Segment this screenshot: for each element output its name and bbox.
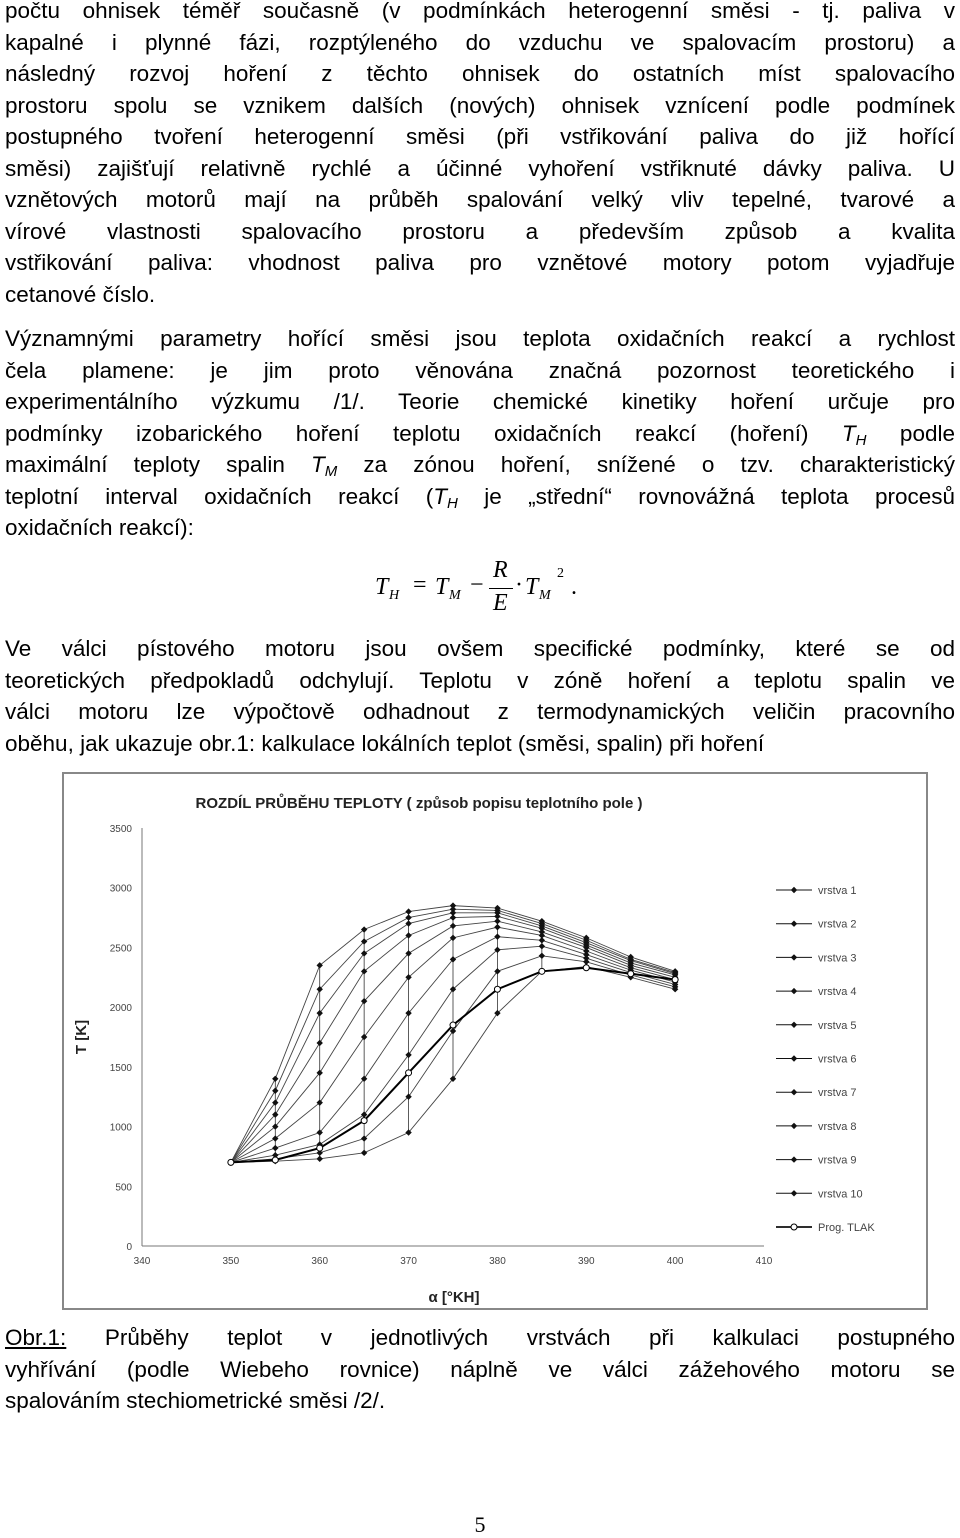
x-tick-label: 390 xyxy=(577,1256,595,1267)
data-point xyxy=(494,933,500,939)
data-point xyxy=(450,914,456,920)
data-point xyxy=(272,1099,278,1105)
eq-t2: T xyxy=(525,574,539,600)
data-point xyxy=(405,908,411,914)
x-tick-label: 360 xyxy=(311,1256,329,1267)
legend-marker xyxy=(791,954,797,960)
y-tick-label: 3500 xyxy=(109,824,132,835)
eq-exponent: 2 xyxy=(557,566,564,581)
data-point xyxy=(539,953,545,959)
x-tick-label: 380 xyxy=(489,1256,506,1267)
y-tick-label: 2000 xyxy=(109,1003,132,1015)
data-point xyxy=(317,1145,323,1151)
paragraph-3 xyxy=(5,633,955,759)
data-point xyxy=(494,924,500,930)
caption-line: spalováním stechiometrické směsi /2/. xyxy=(5,1388,386,1413)
text-line: čela plamene: je jim proto věnována značná pozornost teoretického i xyxy=(5,357,955,383)
legend-marker xyxy=(791,1022,797,1028)
legend-marker xyxy=(791,1224,797,1230)
text-line: vznětových motorů mají na průběh spalování velký vliv tepelné, tvarové a xyxy=(5,187,955,212)
text-line: následný rozvoj hoření z těchto ohnisek do ostatních míst spalovacího xyxy=(5,61,955,86)
x-axis-label: α [°KH] xyxy=(428,1289,480,1306)
data-point xyxy=(361,950,367,956)
text-line: směsi) zajišťují relativně rychlé a účinné vyhoření vstřiknuté dávky paliva. U xyxy=(5,155,955,181)
data-point xyxy=(361,1118,367,1124)
temperature-chart xyxy=(64,774,926,1308)
data-point xyxy=(405,1052,411,1058)
figure-chart xyxy=(62,772,928,1310)
data-point xyxy=(628,971,634,977)
page-number: 5 xyxy=(474,1512,486,1537)
legend-label: vrstva 6 xyxy=(818,1053,857,1066)
data-point xyxy=(272,1145,278,1151)
legend-label: Prog. TLAK xyxy=(818,1222,875,1234)
y-tick-label: 500 xyxy=(115,1182,132,1194)
data-point xyxy=(317,1156,323,1162)
legend-label: vrstva 3 xyxy=(818,952,857,965)
legend-marker xyxy=(791,1190,797,1196)
data-point xyxy=(272,1076,278,1082)
eq-t1-sub: M xyxy=(449,588,461,603)
fraction-bar xyxy=(489,588,513,589)
text-line: postupného tvoření heterogenní směsi (při vstřikování paliva do již hořící xyxy=(5,124,955,149)
paragraph-1 xyxy=(5,0,955,310)
eq-dot: · xyxy=(515,572,523,598)
data-point xyxy=(539,968,545,974)
y-tick-label: 1000 xyxy=(109,1122,132,1134)
data-point xyxy=(272,1088,278,1094)
legend-label: vrstva 10 xyxy=(818,1188,863,1201)
text-line: vírové vlastnosti spalovacího prostoru a především způsob a kvalita xyxy=(5,218,955,244)
y-tick-label: 0 xyxy=(126,1242,132,1253)
figure-caption xyxy=(5,1322,955,1417)
chart-title: ROZDÍL PRŮBĚHU TEPLOTY ( způsob popisu teplotního pole ) xyxy=(195,795,643,812)
text-line: teoretických předpokladů odchylují. Teplotu v zóně hoření a teplotu spalin ve xyxy=(5,667,955,693)
y-tick-label: 2500 xyxy=(109,943,132,955)
text-line: oxidačních reakcí): xyxy=(5,515,194,540)
text-line: teplotní interval oxidačních reakcí ($T_H$ je „střední“ rovnovážná teplota procesů xyxy=(5,483,955,512)
x-tick-label: 400 xyxy=(666,1256,684,1267)
data-point xyxy=(583,965,589,971)
data-point xyxy=(361,1034,367,1040)
text-line: prostoru spolu se vznikem dalších (nových) ohnisek vznícení podle podmínek xyxy=(5,92,955,118)
legend-marker xyxy=(791,1089,797,1095)
eq-minus: − xyxy=(470,572,484,598)
paragraph-2 xyxy=(5,323,955,544)
caption-line: vyhřívání (podle Wiebeho rovnice) náplně ve válci zážehového motoru se xyxy=(5,1356,955,1382)
eq-denominator: E xyxy=(493,590,508,616)
eq-lhs: T xyxy=(375,574,389,600)
legend-label: vrstva 5 xyxy=(818,1019,857,1032)
data-point xyxy=(450,1022,456,1028)
legend-label: vrstva 7 xyxy=(818,1087,857,1100)
data-point xyxy=(405,914,411,920)
x-tick-label: 340 xyxy=(133,1256,151,1267)
legend-label: vrstva 9 xyxy=(818,1154,857,1167)
equation xyxy=(375,557,605,620)
data-point xyxy=(450,923,456,929)
text-line: kapalné i plynné fázi, rozptýleného do vzduchu ve spalovacím prostoru) a xyxy=(5,29,955,55)
eq-numerator: R xyxy=(493,557,508,583)
eq-t2-sub: M xyxy=(539,588,551,603)
text-line: experimentálního výzkumu /1/. Teorie chemické kinetiky hoření určuje pro xyxy=(5,389,955,414)
legend-marker xyxy=(791,1055,797,1061)
legend-label: vrstva 4 xyxy=(818,986,857,999)
text-line: cetanové číslo. xyxy=(5,281,156,307)
text-line: Významnými parametry hořící směsi jsou teplota oxidačních reakcí a rychlost xyxy=(5,326,955,351)
eq-lhs-sub: H xyxy=(389,588,400,603)
caption-line: Obr.1: Průběhy teplot v jednotlivých vrstvách při kalkulaci postupného xyxy=(5,1325,955,1350)
text-line: vstřikování paliva: vhodnost paliva pro vznětové motory potom vyjadřuje xyxy=(5,250,955,275)
caption-label: Obr.1: xyxy=(5,1325,67,1350)
eq-period: . xyxy=(571,574,577,600)
data-point xyxy=(406,1070,412,1076)
y-axis-label: T [K] xyxy=(73,1019,90,1055)
legend-marker xyxy=(791,887,797,893)
data-point xyxy=(539,937,545,943)
y-tick-label: 3000 xyxy=(109,883,132,895)
legend-marker xyxy=(791,1123,797,1129)
legend-label: vrstva 1 xyxy=(818,885,857,897)
text-line: válci motoru lze výpočtově odhadnout z termodynamických veličin pracovního xyxy=(5,699,955,724)
data-point xyxy=(494,986,500,992)
data-point xyxy=(317,1010,323,1016)
data-point xyxy=(361,1150,367,1156)
eq-t1: T xyxy=(435,574,449,600)
text-line: počtu ohnisek téměř současně (v podmínkách heterogenní směsi - tj. paliva v xyxy=(5,0,955,23)
data-point xyxy=(539,943,545,949)
data-point xyxy=(317,1040,323,1046)
legend-label: vrstva 8 xyxy=(818,1120,857,1133)
eq-equals: = xyxy=(413,572,427,598)
x-tick-label: 350 xyxy=(222,1256,240,1267)
x-tick-label: 370 xyxy=(400,1256,417,1267)
data-point xyxy=(228,1159,234,1165)
text-line: maximální teploty spalin $T_M$ za zónou hoření, snížené o tzv. charakteristický xyxy=(5,452,955,480)
legend-marker xyxy=(791,1156,797,1162)
legend-label: vrstva 2 xyxy=(818,918,857,931)
x-tick-label: 410 xyxy=(755,1256,773,1267)
data-point xyxy=(494,968,500,974)
text-line: oběhu, jak ukazuje obr.1: kalkulace lokálních teplot (směsi, spalin) při hoření xyxy=(5,730,765,756)
data-point xyxy=(272,1157,278,1163)
legend-marker xyxy=(791,921,797,927)
text-line: podmínky izobarického hoření teplotu oxidačních reakcí (hoření) $T_H$ podle xyxy=(5,420,955,449)
text-line: Ve válci pístového motoru jsou ovšem specifické podmínky, které se od xyxy=(5,636,955,661)
data-point xyxy=(494,918,500,924)
data-point xyxy=(405,920,411,926)
data-point xyxy=(672,977,678,983)
y-tick-label: 1500 xyxy=(109,1062,132,1074)
legend-marker xyxy=(791,988,797,994)
